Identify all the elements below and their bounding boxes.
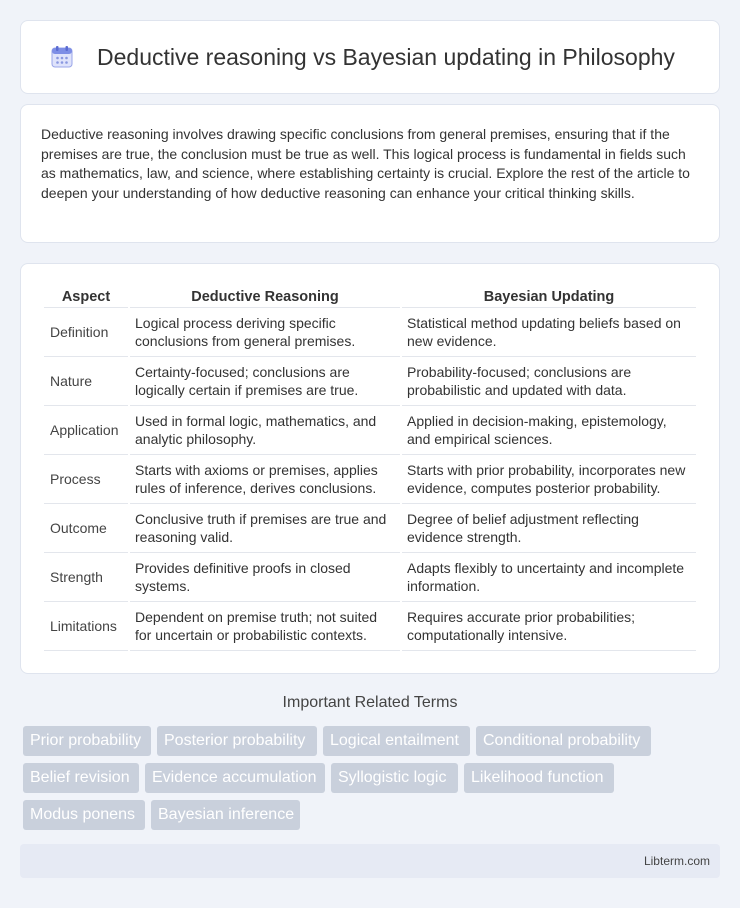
related-terms-title: Important Related Terms	[282, 694, 458, 711]
tag-prior-probability[interactable]: Prior probability	[23, 726, 151, 756]
table-row	[44, 455, 696, 504]
cell-bayesian: Applied in decision-making, epistemology, and empirical sciences.	[402, 406, 696, 455]
cell-deductive: Conclusive truth if premises are true and reasoning valid.	[130, 504, 400, 553]
header-aspect: Aspect	[44, 284, 128, 308]
footer-site-link[interactable]: Libterm.com	[643, 854, 710, 868]
cell-deductive: Dependent on premise truth; not suited for uncertain or probabilistic contexts.	[130, 602, 400, 651]
cell-deductive: Certainty-focused; conclusions are logically certain if premises are true.	[130, 357, 400, 406]
tag-bayesian-inference[interactable]: Bayesian inference	[151, 800, 300, 830]
table-header-row	[44, 284, 696, 308]
cell-aspect: Process	[44, 455, 128, 504]
intro-card	[20, 104, 720, 243]
comparison-table-card	[20, 263, 720, 674]
tag-modus-ponens[interactable]: Modus ponens	[23, 800, 145, 830]
intro-text: Deductive reasoning involves drawing specific conclusions from general premises, ensuring that if the premises are true, the conclusion must be true as well. This logical process is fundamental in fields such as mathematics, law, and science, where establishing certainty is crucial. Explore the rest of the article to deepen your understanding of how deductive reasoning can enhance your critical thinking skills.	[41, 126, 690, 201]
table-row	[44, 602, 696, 651]
tag-likelihood-function[interactable]: Likelihood function	[464, 763, 614, 793]
cell-aspect: Definition	[44, 308, 128, 357]
cell-bayesian: Starts with prior probability, incorporates new evidence, computes posterior probability.	[402, 455, 696, 504]
comparison-table	[42, 284, 698, 651]
header-deductive: Deductive Reasoning	[130, 284, 400, 308]
cell-bayesian: Requires accurate prior probabilities; computationally intensive.	[402, 602, 696, 651]
cell-aspect: Strength	[44, 553, 128, 602]
tag-evidence-accumulation[interactable]: Evidence accumulation	[145, 763, 325, 793]
cell-bayesian: Statistical method updating beliefs based on new evidence.	[402, 308, 696, 357]
table-row	[44, 553, 696, 602]
calendar-icon	[49, 44, 75, 70]
cell-bayesian: Probability-focused; conclusions are probabilistic and updated with data.	[402, 357, 696, 406]
tag-conditional-probability[interactable]: Conditional probability	[476, 726, 651, 756]
cell-aspect: Application	[44, 406, 128, 455]
table-row	[44, 406, 696, 455]
cell-bayesian: Adapts flexibly to uncertainty and incomplete information.	[402, 553, 696, 602]
table-row	[44, 504, 696, 553]
tag-logical-entailment[interactable]: Logical entailment	[323, 726, 470, 756]
tag-syllogistic-logic[interactable]: Syllogistic logic	[331, 763, 458, 793]
cell-aspect: Nature	[44, 357, 128, 406]
tag-belief-revision[interactable]: Belief revision	[23, 763, 139, 793]
header-bayesian: Bayesian Updating	[402, 284, 696, 308]
cell-aspect: Outcome	[44, 504, 128, 553]
cell-deductive: Provides definitive proofs in closed systems.	[130, 553, 400, 602]
cell-aspect: Limitations	[44, 602, 128, 651]
table-row	[44, 308, 696, 357]
cell-deductive: Starts with axioms or premises, applies rules of inference, derives conclusions.	[130, 455, 400, 504]
tag-posterior-probability[interactable]: Posterior probability	[157, 726, 317, 756]
header-card	[20, 20, 720, 94]
footer	[20, 844, 720, 878]
cell-deductive: Logical process deriving specific conclusions from general premises.	[130, 308, 400, 357]
table-row	[44, 357, 696, 406]
cell-deductive: Used in formal logic, mathematics, and analytic philosophy.	[130, 406, 400, 455]
page-title: Deductive reasoning vs Bayesian updating in Philosophy	[97, 43, 675, 70]
cell-bayesian: Degree of belief adjustment reflecting evidence strength.	[402, 504, 696, 553]
